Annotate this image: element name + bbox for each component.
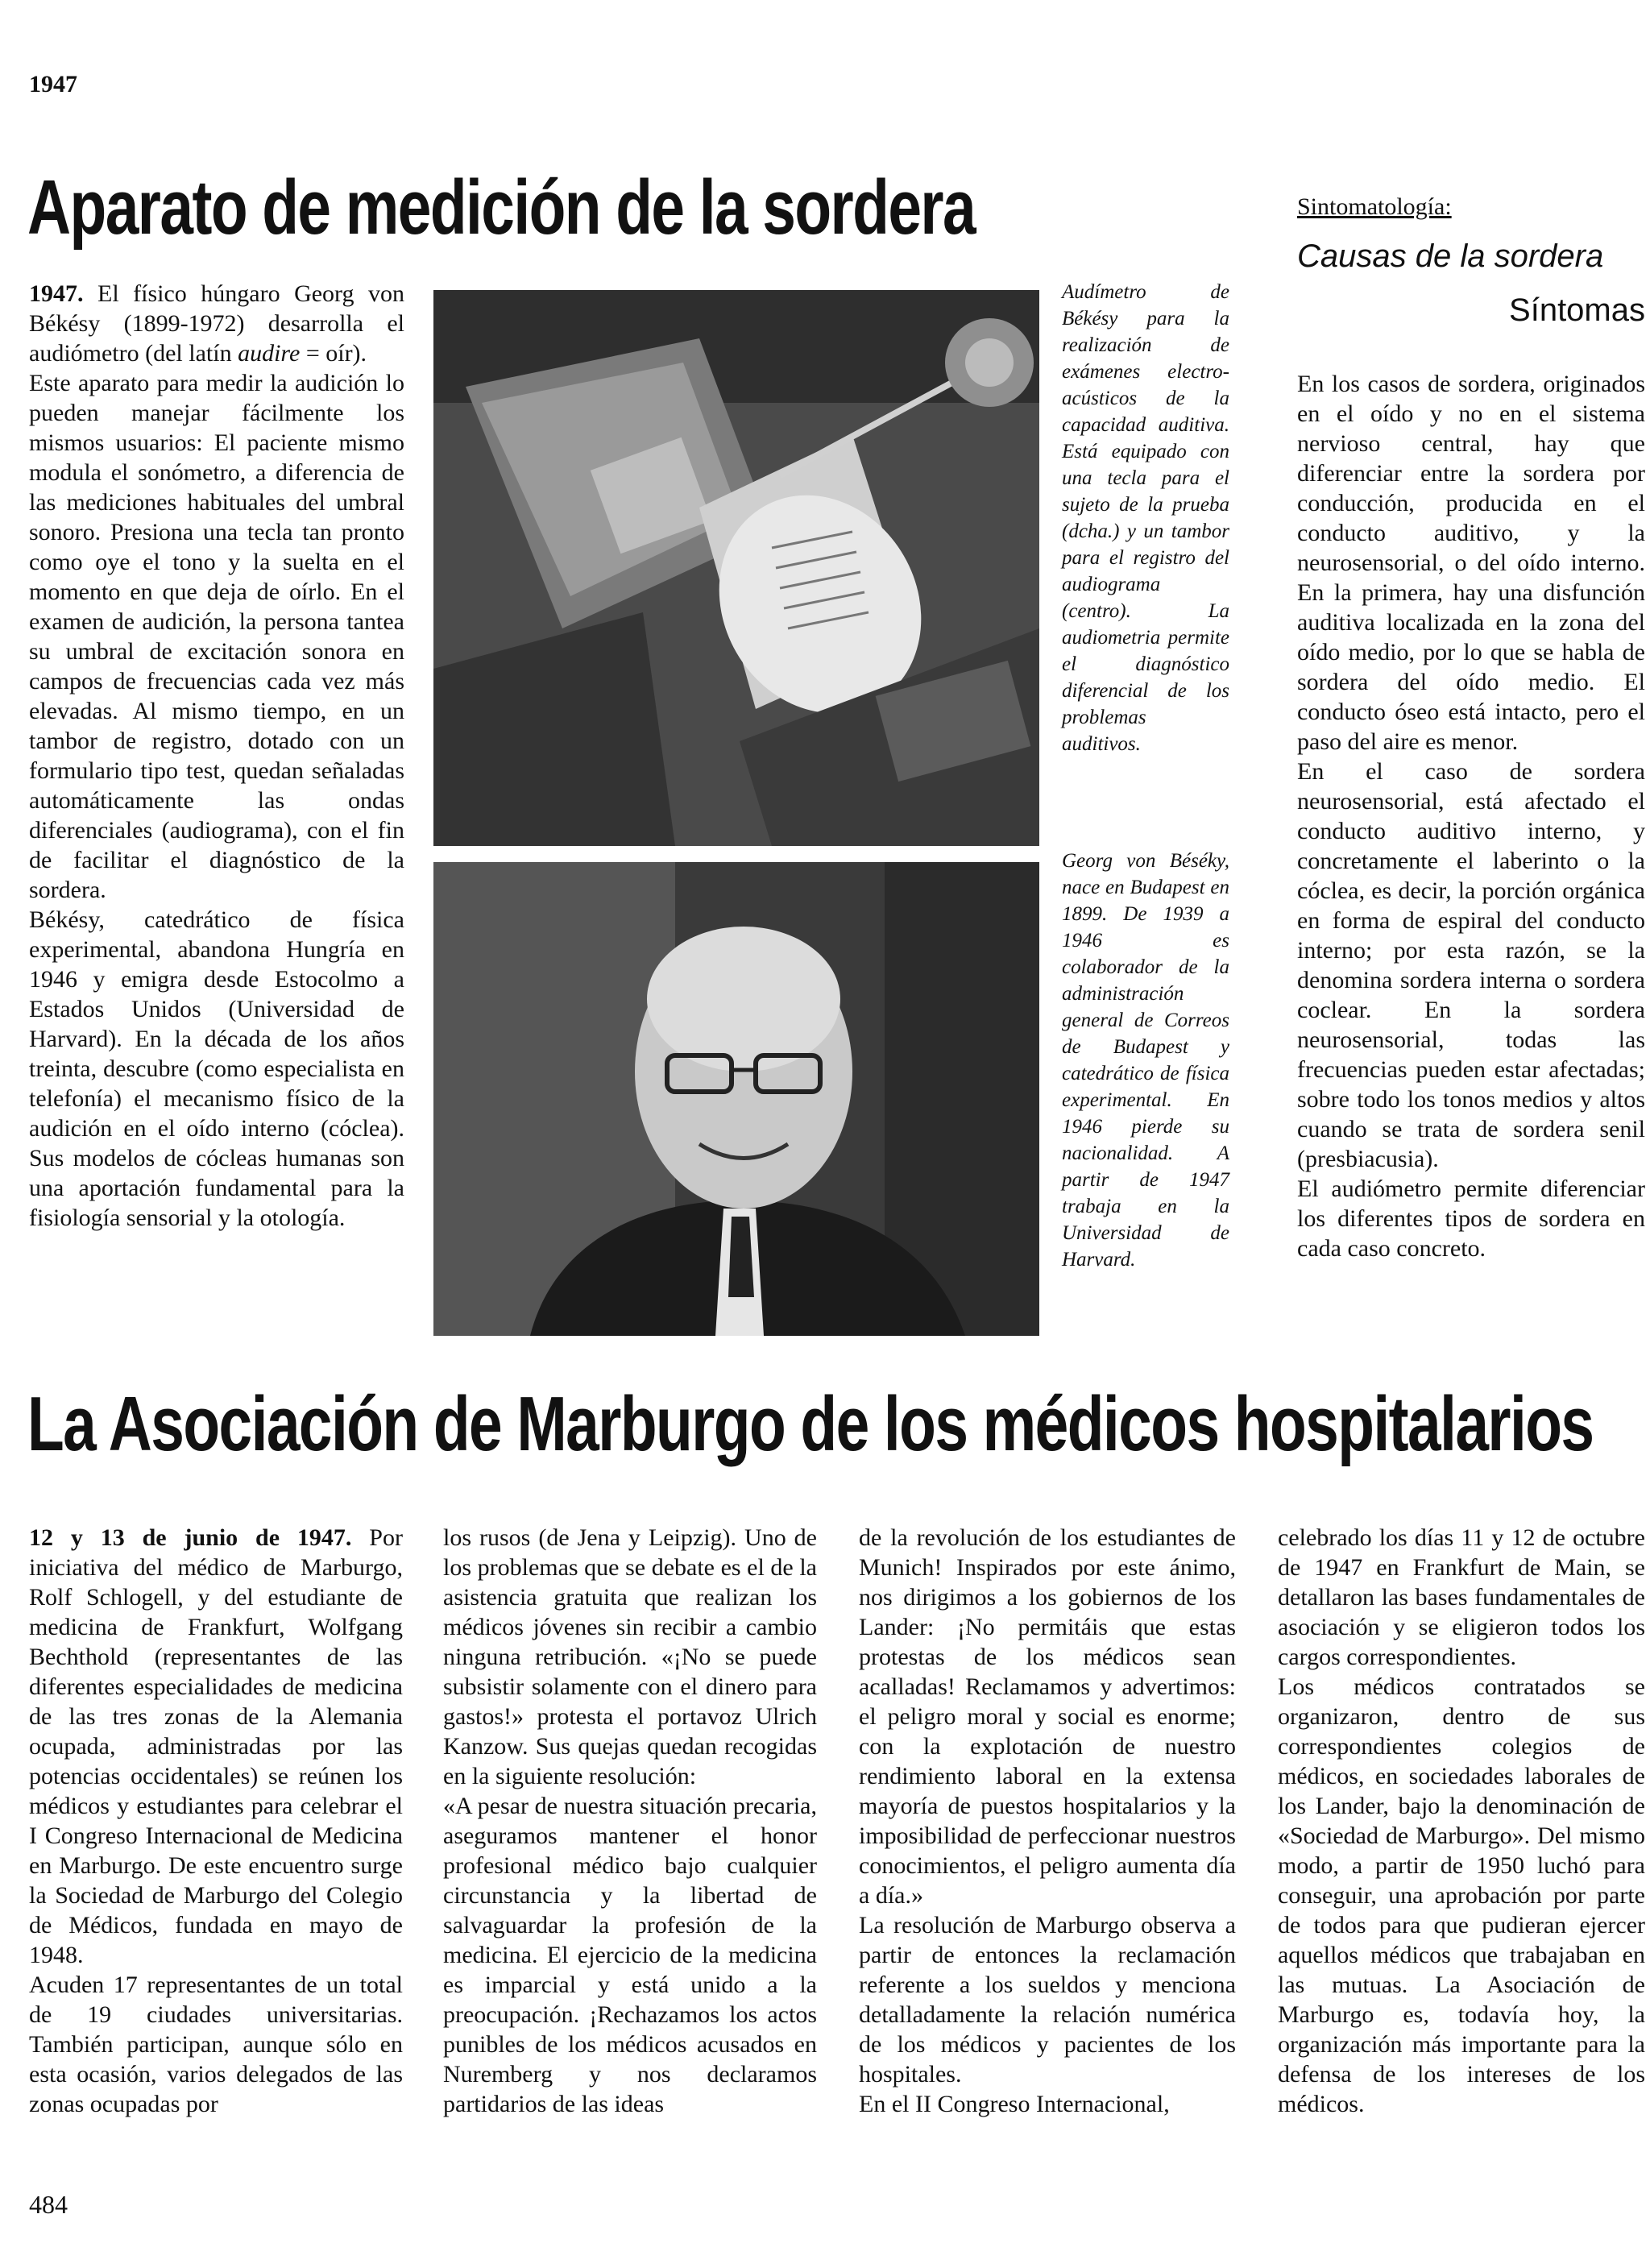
article2-col2-paragraph-2: «A pesar de nuestra situación precaria, aseguramos mantener el honor profesional médico bajo cualquier circunstancia y la libertad de salvaguardar la profesión de la medicina. El ejercicio de la medicina es imparcial y está unido a la preocupación. ¡Rechazamos los actos punibles de los médicos acusados en Nuremberg y nos declaramos partidarios de las ideas [443,1793,817,2117]
page-number: 484 [29,2190,68,2219]
article2-col1-paragraph-1 [29,1523,403,1970]
audiometer-caption: Audímetro de Békésy para la realización de exámenes electro-acústicos de la capacidad auditiva. Está equipado con una tecla para el sujeto de la prueba (dcha.) y un tambor para el registro del audiograma (centro). La audiometria permite el diagnóstico diferencial de los problemas auditivos. [1062,281,1229,755]
sidebar-body [1297,369,1645,1263]
article2-col4-paragraph-2: Los médicos contratados se organizaron, dentro de sus correspondientes colegios de médicos, en sociedades laborales de los Lander, bajo la denominación de «Sociedad de Marburgo». Del mismo modo, a partir de 1950 luchó para conseguir, una aprobación por parte de todos para que pudieran ejercer aquellos médicos que trabajaban en las mutuas. La Asociación de Marburgo es, todavía hoy, la organización más importante para la defensa de los intereses de los médicos. [1278,1673,1645,2117]
audiometer-photo-illustration [433,290,1039,846]
portrait-photo-illustration [433,862,1039,1336]
article2-title: La Asociación de Marburgo de los médicos hospitalarios [27,1381,1594,1467]
sidebar-subtitle: Síntomas [1509,292,1645,328]
audiometer-photo [433,290,1039,846]
article2-col2-paragraph-1: los rusos (de Jena y Leipzig). Uno de los problemas que se debate es el de la asistencia gratuita que realizan los médicos jóvenes sin recibir a cambio ninguna retribución. «¡No se puede subsistir solamente con el dinero para gastos!» protesta el portavoz Ulrich Kanzow. Sus quejas quedan recogidas en la siguiente resolución: [443,1524,817,1789]
article2-col1-text: Por iniciativa del médico de Marburgo, Rolf Schlogell, y del estudiante de medicina de Frankfurt, Wolfgang Bechthold (representantes de las diferentes especialidades de medicina de las tres zonas de la Alemania ocupada, administradas por las potencias occidentales) se reúnen los médicos y estudiantes para celebrar el I Congreso Internacional de Medicina en Marburgo. De este encuentro surge la Sociedad de Marburgo del Colegio de Médicos, fundada en mayo de 1948. [29,1524,403,1968]
article1-body [29,279,404,1233]
article2-col3-paragraph-1: de la revolución de los estudiantes de Munich! Inspirados por este ánimo, nos dirigimos a los gobiernos de los Lander: ¡No permitáis que estas protestas de los médicos sean acalladas! Reclamamos y advertimos: el peligro moral y social es enorme; con la explotación de nuestro rendimiento laboral en la extensa mayoría de puestos hospitalarios y la imposibilidad de perfeccionar nuestros conocimientos, el peligro aumenta día a día.» [859,1524,1236,1909]
portrait-caption: Georg von Béséky, nace en Budapest en 1899. De 1939 a 1946 es colaborador de la administración general de Correos de Budapest y catedrático de física experimental. En 1946 pierde su nacionalidad. A partir de 1947 trabaja en la Universidad de Harvard. [1062,850,1229,1271]
article2-col3-paragraph-2: La resolución de Marburgo observa a partir de entonces la reclamación referente a los sueldos y menciona detalladamente la relación numérica de los médicos y pacientes de los hospitales. [859,1912,1236,2088]
portrait-photo [433,862,1039,1336]
article2-column-1 [29,1523,403,2119]
sidebar-label: Sintomatología: [1297,193,1452,220]
symptoms-sidebar-header [1297,193,1645,329]
article2-date-lead: 12 y 13 de junio de 1947. [29,1524,352,1551]
article2-column-2 [443,1523,817,2119]
article2-col1-paragraph-2: Acuden 17 representantes de un total de 19 ciudades universitarias. También participan, aunque sólo en esta ocasión, varios delegados de las zonas ocupadas por [29,1972,403,2117]
article1-paragraph-3: Békésy, catedrático de física experimental, abandona Hungría en 1946 y emigra desde Estocolmo a Estados Unidos (Universidad de Harvard). En la década de los años treinta, descubre (como especialista en telefonía) el mecanismo físico de la audición en el oído interno (cóclea). Sus modelos de cócleas humanas son una aportación fundamental para la fisiología sensorial y la otología. [29,906,404,1231]
article1-p1-latin: audire [238,340,301,367]
sidebar-title: Causas de la sordera [1297,238,1604,274]
sidebar-paragraph-1: En los casos de sordera, originados en el oído y no en el sistema nervioso central, hay que diferenciar entre la sordera por conducción, producida en el conducto auditivo, y la neurosensorial, o del oído interno. En la primera, hay una disfunción auditiva localizada en la zona del oído medio, por lo que se habla de sordera del oído medio. El conducto óseo está intacto, pero el paso del aire es menor. [1297,371,1645,755]
article1-p1-end: = oír). [300,340,367,367]
article2-column-4 [1278,1523,1645,2119]
header-year: 1947 [29,71,77,97]
sidebar-paragraph-2: En el caso de sordera neurosensorial, está afectado el conducto auditivo interno, y concretamente el laberinto o la cóclea, es decir, la porción orgánica en forma de espiral del conducto interno; por esta razón, se la denomina sordera interna o sordera coclear. En la sordera neurosensorial, todas las frecuencias pueden estar afectadas; sobre todo los tonos medios y altos cuando se trata de sordera senil (presbiacusia). [1297,758,1645,1172]
article2-col4-paragraph-1: celebrado los días 11 y 12 de octubre de 1947 en Frankfurt de Main, se detallaron las bases fundamentales de asociación y se eligieron todos los cargos correspondientes. [1278,1524,1645,1670]
article2-col3-paragraph-3: En el II Congreso Internacional, [859,2091,1170,2117]
sidebar-paragraph-3: El audiómetro permite diferenciar los diferentes tipos de sordera en cada caso concreto. [1297,1175,1645,1262]
article2-column-3 [859,1523,1236,2119]
article1-date-lead: 1947. [29,280,84,307]
article1-paragraph-1 [29,279,404,368]
article1-paragraph-2: Este aparato para medir la audición lo pueden manejar fácilmente los mismos usuarios: El paciente mismo modula el sonómetro, a diferencia de las mediciones habituales del umbral sonoro. Presiona una tecla tan pronto como oye el tono y la suelta en el momento en que deja de oírlo. En el examen de audición, la persona tantea su umbral de excitación sonora en campos de frecuencias cada vez más elevadas. Al mismo tiempo, en un tambor de registro, dotado con un formulario tipo test, quedan señaladas automáticamente las ondas diferenciales (audiograma), con el fin de facilitar el diagnóstico de la sordera. [29,370,404,903]
article1-title: Aparato de medición de la sordera [27,164,976,251]
article1-p1-text: El físico húngaro Georg von Békésy (1899-1972) desarrolla el audiómetro (del latín [29,280,404,367]
